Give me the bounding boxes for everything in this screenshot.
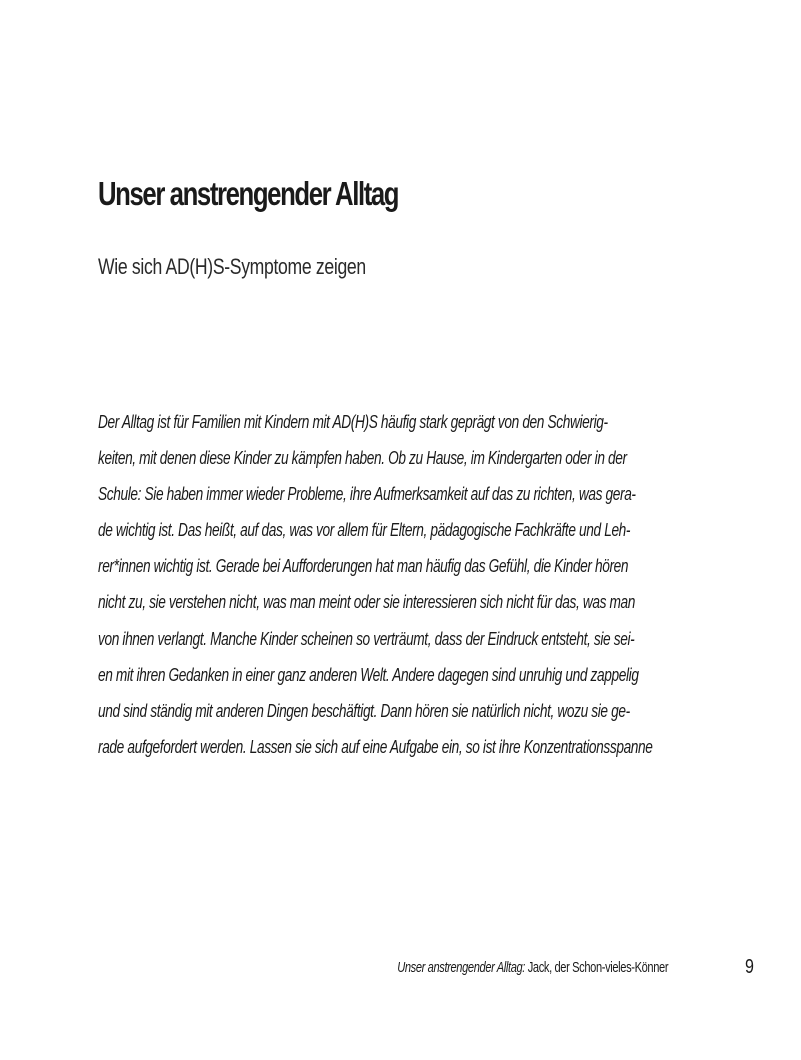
running-footer	[397, 958, 668, 978]
body-line: von ihnen verlangt. Manche Kinder scheinen so verträumt, dass der Eindruck entsteht, sie sei-	[98, 627, 635, 649]
footer-section-title: Jack, der Schon-vieles-Könner	[524, 959, 668, 976]
body-line: Der Alltag ist für Familien mit Kindern mit AD(H)S häufig stark geprägt von den Schwierig-	[98, 411, 608, 432]
chapter-title: Unser anstrengender Alltag	[98, 175, 399, 212]
body-line: de wichtig ist. Das heißt, auf das, was vor allem für Eltern, pädagogische Fachkräfte und Leh-	[98, 519, 631, 541]
body-line: keiten, mit denen diese Kinder zu kämpfen haben. Ob zu Hause, im Kindergarten oder in der	[98, 447, 627, 469]
body-line: Schule: Sie haben immer wieder Probleme, ihre Aufmerksamkeit auf das zu richten, was gera-	[98, 483, 636, 505]
chapter-subtitle: Wie sich AD(H)S-Symptome zeigen	[98, 254, 366, 279]
body-line: rer*innen wichtig ist. Gerade bei Aufforderungen hat man häufig das Gefühl, die Kinder hören	[98, 555, 629, 577]
body-paragraph	[98, 404, 801, 765]
body-line: und sind ständig mit anderen Dingen beschäftigt. Dann hören sie natürlich nicht, wozu sie ge-	[98, 699, 630, 721]
body-line: en mit ihren Gedanken in einer ganz anderen Welt. Andere dagegen sind unruhig und zappelig	[98, 663, 639, 685]
body-line: rade aufgefordert werden. Lassen sie sich auf eine Aufgabe ein, so ist ihre Konzentrationsspanne	[98, 735, 653, 757]
page-number: 9	[745, 956, 754, 978]
body-line: nicht zu, sie verstehen nicht, was man meint oder sie interessieren sich nicht für das, was man	[98, 591, 636, 613]
footer-chapter-title: Unser anstrengender Alltag:	[397, 959, 525, 976]
